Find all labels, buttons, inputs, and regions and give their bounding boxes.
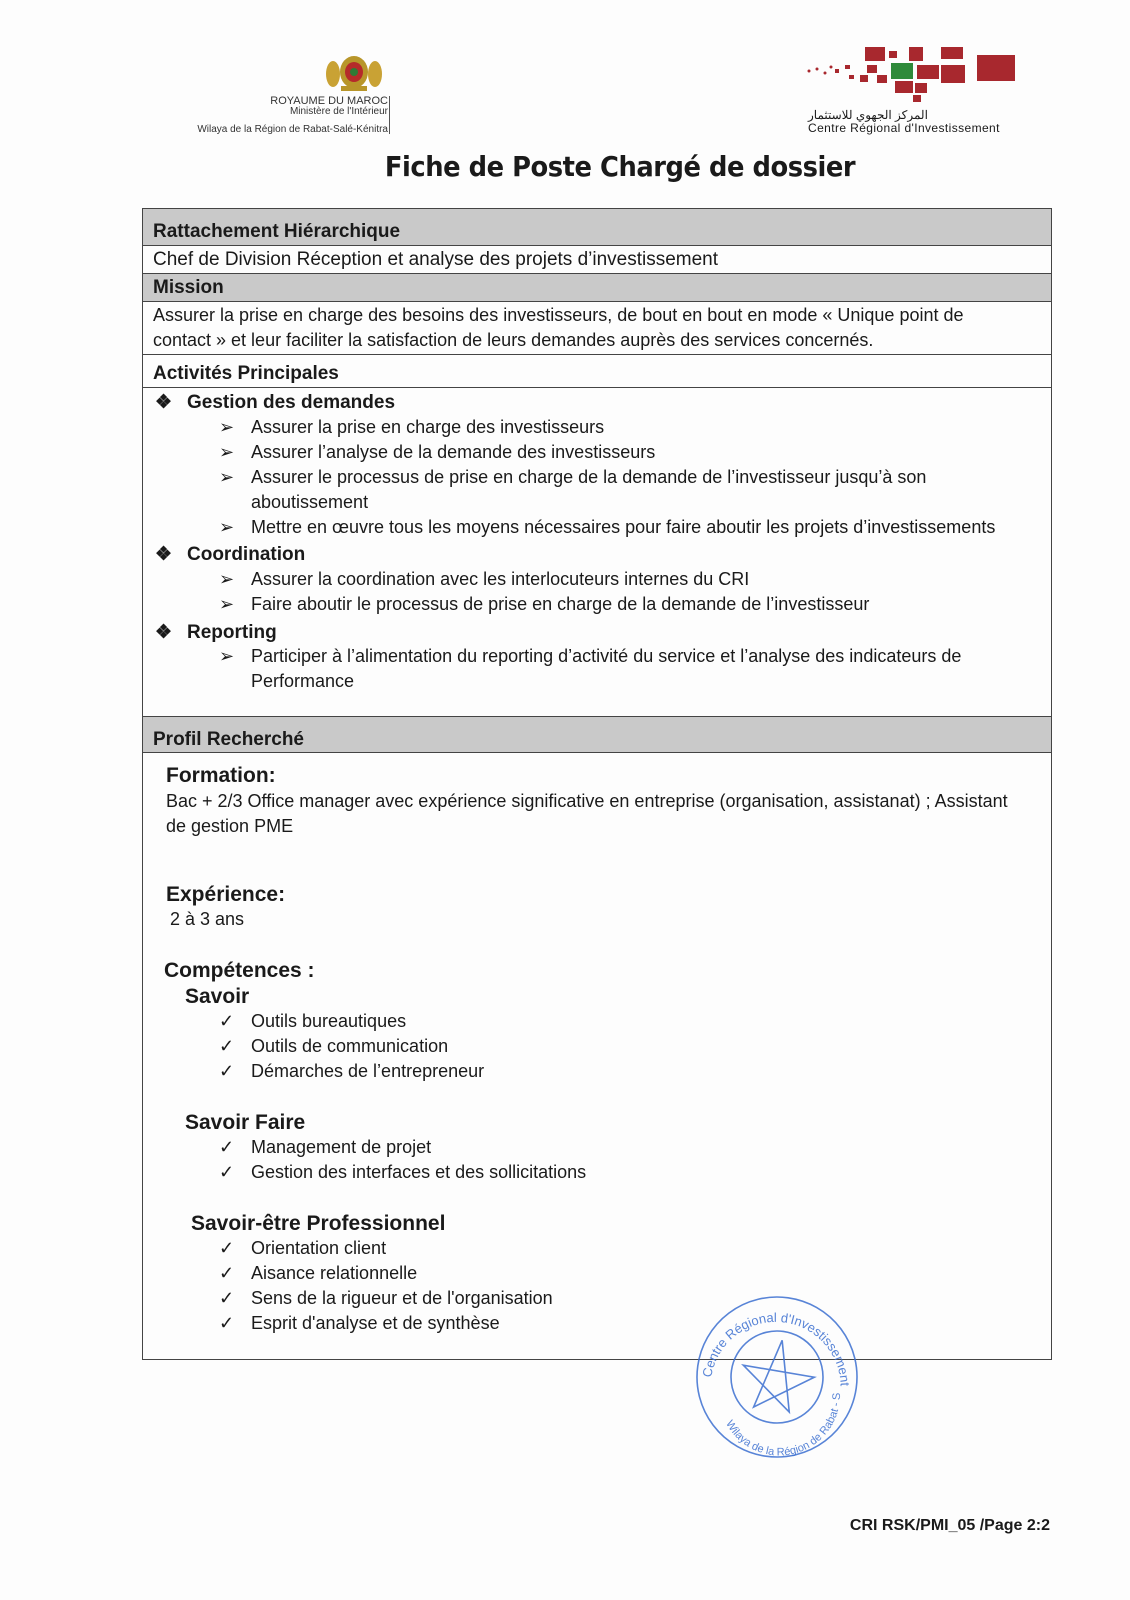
formation-label: Formation: xyxy=(166,764,276,787)
profil-label: Profil Recherché xyxy=(153,729,304,750)
mission-header xyxy=(143,273,1051,302)
arrow-bullet-icon: ➢ xyxy=(219,594,235,614)
divider xyxy=(143,354,1051,355)
competence-item: ✓ Démarches de l’entrepreneur xyxy=(219,1061,485,1081)
coat-of-arms-icon xyxy=(323,50,385,92)
arrow-bullet-icon: ➢ xyxy=(219,442,235,462)
activity-item: ➢ Mettre en œuvre tous les moyens nécessaires pour faire aboutir les projets d’investissements xyxy=(219,517,996,537)
competences-label: Compétences : xyxy=(164,959,315,982)
checkmark-icon: ✓ xyxy=(219,1238,235,1258)
official-stamp-icon xyxy=(681,1281,873,1473)
cri-french-name: Centre Régional d'Investissement xyxy=(808,121,1000,135)
arrow-bullet-icon: ➢ xyxy=(219,467,235,487)
stamp-outer-text: Centre Régional d'Investissement xyxy=(699,1309,853,1387)
checkmark-icon: ✓ xyxy=(219,1263,235,1283)
divider xyxy=(143,387,1051,388)
page-reference: CRI RSK/PMI_05 /Page 2:2 xyxy=(849,1517,1050,1534)
competence-item: ✓ Esprit d'analyse et de synthèse xyxy=(219,1313,500,1333)
activity-item: ➢ Assurer la prise en charge des investisseurs xyxy=(219,417,605,437)
arrow-bullet-icon: ➢ xyxy=(219,517,235,537)
competence-item: ✓ Outils bureautiques xyxy=(219,1011,407,1031)
competence-item: ✓ Management de projet xyxy=(219,1137,432,1157)
activity-item: ➢ Assurer l’analyse de la demande des investisseurs xyxy=(219,442,656,462)
activity-item: ➢ Participer à l’alimentation du reporting d’activité du service et l’analyse des indicateurs de xyxy=(219,646,962,666)
checkmark-icon: ✓ xyxy=(219,1137,235,1157)
diamond-bullet-icon: ❖ xyxy=(155,392,173,413)
cri-arabic-name: المركز الجهوي للاستثمار xyxy=(808,108,928,122)
wilaya-label: Wilaya de la Région de Rabat-Salé-Kénitra xyxy=(197,124,388,135)
checkmark-icon: ✓ xyxy=(219,1313,235,1333)
job-sheet-table xyxy=(142,208,1052,1360)
competence-item: ✓ Aisance relationnelle xyxy=(219,1263,418,1283)
arrow-bullet-icon: ➢ xyxy=(219,646,235,666)
header-divider xyxy=(389,96,390,134)
page-title: Fiche de Poste Chargé de dossier xyxy=(384,150,856,183)
competence-item: ✓ Sens de la rigueur et de l'organisation xyxy=(219,1288,553,1308)
activity-item-continuation: aboutissement xyxy=(251,492,369,512)
stamp-inner-text: Wilaya de la Région de Rabat - Salé xyxy=(723,1392,844,1459)
activity-group-title: ❖ Gestion des demandes xyxy=(155,392,396,413)
mission-text-line: Assurer la prise en charge des besoins des investisseurs, de bout en bout en mode « Unique point de xyxy=(153,305,964,325)
checkmark-icon: ✓ xyxy=(219,1011,235,1031)
experience-value: 2 à 3 ans xyxy=(170,909,245,929)
diamond-bullet-icon: ❖ xyxy=(155,544,173,565)
checkmark-icon: ✓ xyxy=(219,1288,235,1308)
rattachement-value: Chef de Division Réception et analyse des projets d’investissement xyxy=(153,249,719,270)
activity-item: ➢ Faire aboutir le processus de prise en charge de la demande de l’investisseur xyxy=(219,594,870,614)
activity-group-title: ❖ Coordination xyxy=(155,544,306,565)
cri-logo-icon xyxy=(805,45,1020,103)
rattachement-label: Rattachement Hiérarchique xyxy=(153,221,401,242)
ministry-label: Ministère de l'Intérieur xyxy=(289,106,388,117)
formation-text-line: de gestion PME xyxy=(166,816,294,836)
savoir-etre-label: Savoir-être Professionnel xyxy=(191,1212,446,1235)
activites-label: Activités Principales xyxy=(153,363,339,384)
checkmark-icon: ✓ xyxy=(219,1162,235,1182)
activity-item: ➢ Assurer la coordination avec les interlocuteurs internes du CRI xyxy=(219,569,750,589)
formation-text-line: Bac + 2/3 Office manager avec expérience significative en entreprise (organisation, assistanat) ; Assistant xyxy=(166,791,1008,811)
competence-item: ✓ Outils de communication xyxy=(219,1036,449,1056)
experience-label: Expérience: xyxy=(166,883,286,906)
diamond-bullet-icon: ❖ xyxy=(155,622,173,643)
arrow-bullet-icon: ➢ xyxy=(219,417,235,437)
activity-item: ➢ Assurer le processus de prise en charge de la demande de l’investisseur jusqu’à son xyxy=(219,467,927,487)
competence-item: ✓ Gestion des interfaces et des sollicitations xyxy=(219,1162,587,1182)
savoir-label: Savoir xyxy=(185,985,250,1008)
arrow-bullet-icon: ➢ xyxy=(219,569,235,589)
svg-text:Centre Régional d'Investisseme xyxy=(699,1300,862,1398)
mission-text-line: contact » et leur faciliter la satisfaction de leurs demandes auprès des services concernés. xyxy=(153,330,874,350)
checkmark-icon: ✓ xyxy=(219,1061,235,1081)
competence-item: ✓ Orientation client xyxy=(219,1238,387,1258)
mission-label: Mission xyxy=(153,277,224,298)
kingdom-label: ROYAUME DU MAROC xyxy=(270,95,388,107)
checkmark-icon: ✓ xyxy=(219,1036,235,1056)
activity-item-continuation: Performance xyxy=(251,671,355,691)
activity-group-title: ❖ Reporting xyxy=(155,622,277,643)
savoir-faire-label: Savoir Faire xyxy=(185,1111,306,1134)
